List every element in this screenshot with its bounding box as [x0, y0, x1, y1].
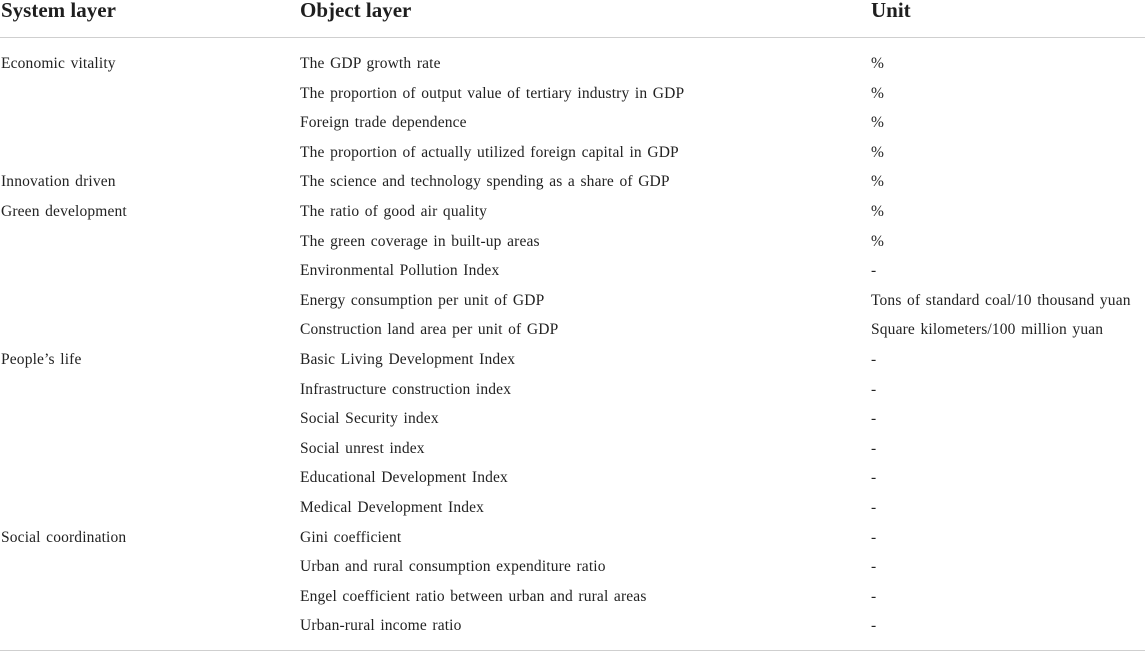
table-row — [0, 616, 1145, 646]
unit-cell: - — [871, 587, 877, 605]
table-row — [0, 587, 1145, 617]
object-layer-cell: The GDP growth rate — [300, 55, 441, 72]
table-row — [0, 498, 1145, 528]
unit-cell: % — [871, 232, 885, 250]
table-row — [0, 380, 1145, 410]
object-layer-cell: The proportion of actually utilized foreign capital in GDP — [300, 143, 679, 161]
header-system-layer: System layer — [1, 0, 116, 22]
system-layer-cell: People’s life — [1, 351, 82, 368]
unit-cell: % — [871, 173, 885, 191]
unit-cell: - — [871, 558, 877, 576]
table-row — [0, 84, 1145, 114]
object-layer-cell: Engel coefficient ratio between urban and rural areas — [300, 587, 647, 605]
table-row — [0, 54, 1145, 84]
table-row — [0, 261, 1145, 291]
unit-cell: % — [871, 143, 885, 161]
table-row — [0, 439, 1145, 469]
object-layer-cell: Social unrest index — [300, 439, 425, 457]
unit-cell: - — [871, 351, 877, 368]
object-layer-cell: Environmental Pollution Index — [300, 262, 500, 280]
table-bottom-rule — [0, 650, 1145, 651]
object-layer-cell: Construction land area per unit of GDP — [300, 321, 559, 339]
object-layer-cell: Basic Living Development Index — [300, 351, 516, 368]
object-layer-cell: Energy consumption per unit of GDP — [300, 291, 545, 309]
unit-cell: % — [871, 114, 885, 132]
unit-cell: - — [871, 262, 877, 280]
table-row — [0, 320, 1145, 350]
unit-cell: - — [871, 528, 877, 546]
object-layer-cell: Infrastructure construction index — [300, 380, 512, 398]
unit-cell: % — [871, 55, 885, 72]
object-layer-cell: Social Security index — [300, 410, 439, 428]
object-layer-cell: The proportion of output value of tertiary industry in GDP — [300, 84, 685, 102]
unit-cell: - — [871, 617, 877, 635]
unit-cell: - — [871, 499, 877, 516]
unit-cell: Tons of standard coal/10 thousand yuan — [871, 291, 1131, 309]
table-row — [0, 172, 1145, 202]
object-layer-cell: Educational Development Index — [300, 469, 508, 487]
table-row — [0, 143, 1145, 173]
object-layer-cell: The science and technology spending as a share of GDP — [300, 173, 670, 191]
unit-cell: % — [871, 84, 885, 102]
unit-cell: - — [871, 469, 877, 487]
object-layer-cell: Urban-rural income ratio — [300, 617, 462, 635]
object-layer-cell: Foreign trade dependence — [300, 114, 467, 132]
table-row — [0, 232, 1145, 262]
object-layer-cell: Medical Development Index — [300, 499, 485, 516]
unit-cell: - — [871, 410, 877, 428]
table-row — [0, 291, 1145, 321]
table-row — [0, 528, 1145, 558]
table-header — [0, 0, 1145, 38]
table-row — [0, 113, 1145, 143]
table-row — [0, 409, 1145, 439]
unit-cell: % — [871, 203, 885, 220]
object-layer-cell: The green coverage in built-up areas — [300, 232, 540, 250]
system-layer-cell: Innovation driven — [1, 173, 116, 191]
system-layer-cell: Social coordination — [1, 528, 127, 546]
object-layer-cell: Gini coefficient — [300, 528, 402, 546]
table-row — [0, 468, 1145, 498]
system-layer-cell: Economic vitality — [1, 55, 116, 72]
table-row — [0, 350, 1145, 380]
unit-cell: - — [871, 380, 877, 398]
table-row — [0, 202, 1145, 232]
header-object-layer: Object layer — [300, 0, 412, 22]
system-layer-cell: Green development — [1, 203, 127, 220]
unit-cell: Square kilometers/100 million yuan — [871, 321, 1104, 339]
table-row — [0, 557, 1145, 587]
object-layer-cell: Urban and rural consumption expenditure ratio — [300, 558, 606, 576]
object-layer-cell: The ratio of good air quality — [300, 203, 488, 220]
header-unit: Unit — [871, 0, 911, 22]
unit-cell: - — [871, 439, 877, 457]
